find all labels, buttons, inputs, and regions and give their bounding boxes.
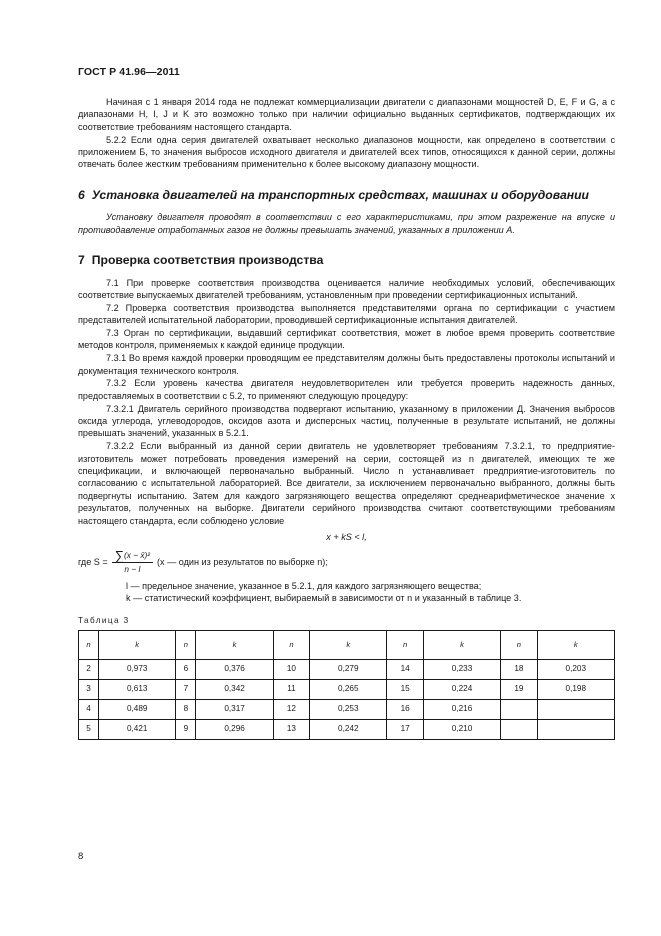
paragraph: 7.3.1 Во время каждой проверки проводящим ее представителям должны быть предоставлены протоколы испытаний и документация технического контроля. xyxy=(78,353,615,376)
table-cell: 13 xyxy=(273,720,309,740)
table-cell: 0,253 xyxy=(310,700,387,720)
formula-definition-s xyxy=(78,547,615,575)
table-cell: 12 xyxy=(273,700,309,720)
table-cell: 3 xyxy=(79,680,99,700)
definition-k: k — статистический коэффициент, выбираемый в зависимости от n и указанный в таблице 3. xyxy=(126,593,522,604)
table-cell: 8 xyxy=(176,700,196,720)
table-row xyxy=(79,700,615,720)
table-cell: 15 xyxy=(387,680,423,700)
table-cell: 0,216 xyxy=(423,700,500,720)
table-cell: 6 xyxy=(176,660,196,680)
table-cell: 0,233 xyxy=(423,660,500,680)
table-cell: 17 xyxy=(387,720,423,740)
table-cell: 9 xyxy=(176,720,196,740)
table-cell: 4 xyxy=(79,700,99,720)
paragraph: 7.3.2.2 Если выбранный из данной серии двигатель не удовлетворяет требованиям 7.3.2.1, то предприятие-изготовитель может потребовать проведения измерений на серии, состоящей из n двигателей, имеющих те же спецификации, и включающей первоначально выбранный. Число n устанавливает предприятие-изготовитель по согласованию с испытательной лабораторией. Все двигатели, за исключением первоначально выбранного, должны быть подвергнуты испытанию. Затем для каждого загрязняющего вещества определяют среднеарифметическое значение x результатов, полученных на выборке. Двигатели серийного производства считают соответствующими требованиям настоящего стандарта, если соблюдено условие xyxy=(78,441,615,526)
condition-formula: x + kS < l, xyxy=(326,532,367,543)
header-cell: n xyxy=(176,631,196,660)
header-cell: n xyxy=(387,631,423,660)
section-6-heading xyxy=(78,188,615,204)
header-cell: n xyxy=(501,631,537,660)
table-cell xyxy=(537,720,614,740)
header-cell: n xyxy=(273,631,309,660)
table-row xyxy=(79,680,615,700)
table-caption: Таблица 3 xyxy=(78,615,130,625)
table-cell: 11 xyxy=(273,680,309,700)
table-row xyxy=(79,720,615,740)
table-cell: 0,421 xyxy=(99,720,176,740)
table-header-row xyxy=(79,631,615,660)
table-cell: 0,489 xyxy=(99,700,176,720)
definition-l: l — предельное значение, указанное в 5.2.1, для каждого загрязняющего вещества; xyxy=(126,580,482,591)
header-cell: k xyxy=(537,631,614,660)
header-cell: k xyxy=(423,631,500,660)
paragraph: 7.2 Проверка соответствия производства выполняется представителями органа по сертификации с участием представителей испытательной лаборатории, проводившей сертификационные испытания двигателей. xyxy=(78,302,615,326)
table-cell: 0,376 xyxy=(196,660,273,680)
page-number: 8 xyxy=(78,851,84,862)
paragraph: 7.3.2 Если уровень качества двигателя неудовлетворителен или требуется проверить надежность данных, предоставляемых в соответствии с 5.2, то применяют следующую процедуру: xyxy=(78,378,615,401)
section-number: 6 xyxy=(78,187,85,202)
table-cell: 14 xyxy=(387,660,423,680)
table-cell xyxy=(537,700,614,720)
paragraph: Установку двигателя проводят в соответствии с его характеристиками, при этом разрежение на впуске и противодавление отработанных газов не должны превышать значений, указанных в приложении А. xyxy=(78,212,615,235)
section-7-heading xyxy=(78,253,615,269)
section-number: 7 xyxy=(78,253,85,268)
header-cell: k xyxy=(99,631,176,660)
table-cell xyxy=(501,700,537,720)
header-cell: n xyxy=(79,631,99,660)
table-cell: 7 xyxy=(176,680,196,700)
paragraph: 7.1 При проверке соответствия производства оценивается наличие необходимых условий, обеспечивающих соответствие выпускаемых двигателей требованиям, установленным при проведении сертификационных испытаний. xyxy=(78,277,615,301)
paragraph: 7.3 Орган по сертификации, выдавший сертификат соответствия, может в любое время проверить соответствие методов контроля, применяемых к каждой единице продукции. xyxy=(78,328,615,351)
section-title: Проверка соответствия производства xyxy=(91,253,324,268)
table-cell: 0,203 xyxy=(537,660,614,680)
table-cell: 18 xyxy=(501,660,537,680)
formula-fraction xyxy=(112,547,153,575)
section-title: Установка двигателей на транспортных средствах, машинах и оборудовании xyxy=(91,187,589,202)
table-cell: 2 xyxy=(79,660,99,680)
table-cell: 0,224 xyxy=(423,680,500,700)
paragraph: 5.2.2 Если одна серия двигателей охватывает несколько диапазонов мощности, как определено в соответствии с приложением Б, то значения выбросов исходного двигателя и двигателей всех типов, относящихся к данной серии, должны отвечать более жестким требованиям применительно к более высокому диапазону мощности. xyxy=(78,134,615,170)
table-cell: 0,613 xyxy=(99,680,176,700)
formula-tail: (x — один из результатов по выборке n); xyxy=(157,556,328,567)
paragraph: 7.3.2.1 Двигатель серийного производства подвергают испытанию, указанному в приложении Д. Значения выбросов оксида углерода, углеводородов, оксидов азота и дисперсных частиц, полученные в результате испытаний, не должны превышать значений, указанных в 5.2.1. xyxy=(78,403,615,439)
paragraph: Начиная с 1 января 2014 года не подлежат коммерциализации двигатели с диапазонами мощностей D, E, F и G, а с диапазонами H, I, J и K это возможно только при наличии официально выданных сертификатов, подтверждающих их соответствие требованиям настоящего стандарта. xyxy=(78,97,615,132)
table-cell xyxy=(501,720,537,740)
fraction-denominator: n − l xyxy=(124,563,141,574)
numerator-expression: (x − x̄)² xyxy=(123,549,151,560)
table-cell: 0,198 xyxy=(537,680,614,700)
table-cell: 0,342 xyxy=(196,680,273,700)
header-cell: k xyxy=(310,631,387,660)
table-cell: 5 xyxy=(79,720,99,740)
table-cell: 0,317 xyxy=(196,700,273,720)
table-cell: 19 xyxy=(501,680,537,700)
table-cell: 0,296 xyxy=(196,720,273,740)
header-cell: k xyxy=(196,631,273,660)
section-6-body xyxy=(78,211,615,236)
table-cell: 0,279 xyxy=(310,660,387,680)
document-body xyxy=(78,96,615,740)
table-3 xyxy=(78,630,615,740)
table-cell: 0,265 xyxy=(310,680,387,700)
formula-lead: где S = xyxy=(78,556,108,567)
fraction-numerator xyxy=(112,547,153,563)
table-cell: 16 xyxy=(387,700,423,720)
table-row xyxy=(79,660,615,680)
sum-symbol: ∑ xyxy=(114,547,124,563)
table-cell: 10 xyxy=(273,660,309,680)
table-cell: 0,973 xyxy=(99,660,176,680)
table-cell: 0,210 xyxy=(423,720,500,740)
document-header: ГОСТ Р 41.96—2011 xyxy=(78,66,180,78)
table-cell: 0,242 xyxy=(310,720,387,740)
